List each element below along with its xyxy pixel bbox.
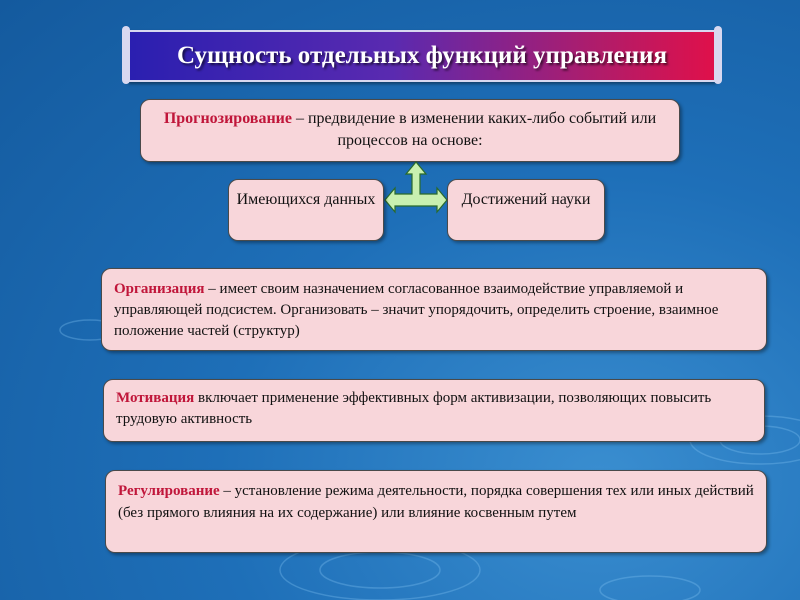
forecasting-term: Прогнозирование (163, 110, 292, 127)
existing-data-box (228, 179, 384, 241)
motivation-box (103, 379, 765, 442)
forecasting-box (140, 99, 680, 162)
regulation-box (105, 470, 767, 553)
organization-box (101, 268, 767, 351)
banner-scroll-right (714, 26, 722, 84)
motivation-text: включает применение эффективных форм активизации, позволяющих повысить трудовую активность (116, 390, 712, 427)
organization-term: Организация (114, 281, 205, 297)
regulation-term: Регулирование (118, 483, 220, 499)
three-way-arrow-icon (383, 160, 449, 216)
page-title: Сущность отдельных функций управления (177, 42, 667, 69)
existing-data-label: Имеющихся данных (236, 191, 376, 208)
regulation-text: – установление режима деятельности, порядка совершения тех или иных действий (без прямого влияния на их содержание) или влияние косвенным путем (118, 483, 754, 521)
science-achievements-label: Достижений науки (461, 191, 591, 208)
title-banner (128, 30, 716, 82)
motivation-term: Мотивация (116, 390, 195, 406)
banner-scroll-left (122, 26, 130, 84)
science-achievements-box (447, 179, 605, 241)
organization-text: – имеет своим назначением согласованное взаимодействие управляемой и управляющей подсистем. Организовать – значит упорядочить, определить строение, взаимное положение частей (структур) (114, 281, 719, 339)
forecasting-text: – предвидение в изменении каких-либо событий или процессов на основе: (291, 110, 657, 149)
